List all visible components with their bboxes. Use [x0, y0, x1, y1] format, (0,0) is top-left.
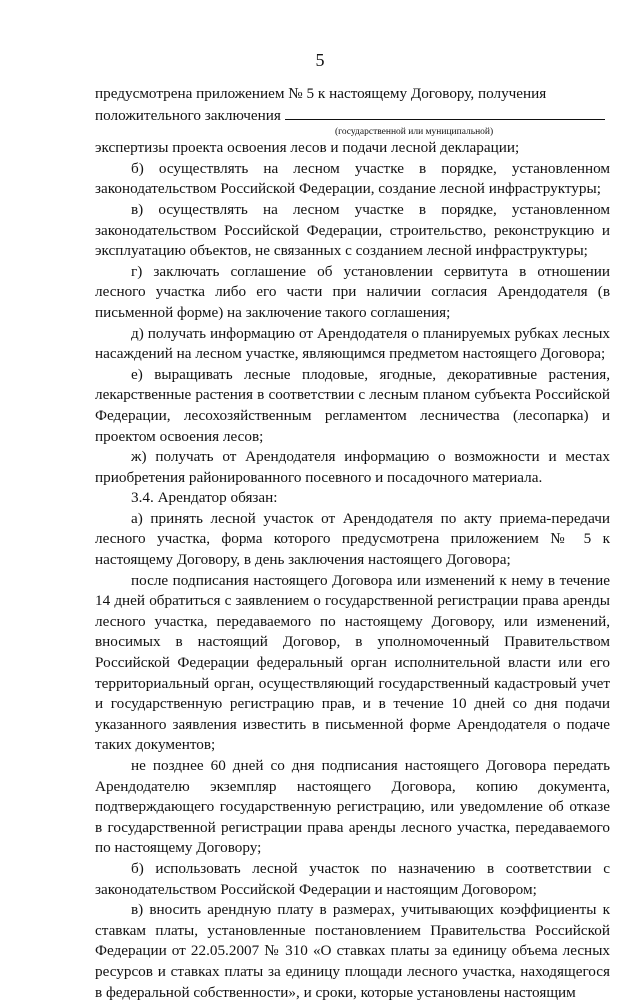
paragraph-continuation: предусмотрена приложением № 5 к настоящему Договору, получения	[95, 85, 547, 102]
paragraph-expertise: экспертизы проекта освоения лесов и подачи лесной декларации;	[95, 139, 520, 157]
paragraph-g: г) заключать соглашение об установлении сервитута в отношении лесного участка либо его части при наличии согласия Арендодателя (в письменной форме) на заключение такого соглашения;	[95, 262, 610, 321]
fill-line-caption: (государственной или муниципальной)	[335, 127, 494, 138]
paragraph-b-use: б) использовать лесной участок по назначению в соответствии с законодательством Российской Федерации и настоящим Договором;	[95, 859, 610, 898]
paragraph-d: д) получать информацию от Арендодателя о планируемых рубках лесных насаждений на лесном участке, являющимся предметом настоящего Договора;	[95, 324, 610, 363]
paragraph-registration: после подписания настоящего Договора или изменений к нему в течение 14 дней обратиться с заявлением о государственной регистрации права аренды лесного участка, передаваемого по настоящему Договору, или изменений, вносимых в настоящий Договор, в уполномоченный Правительством Российской Федерации федеральный орган исполнительной власти или его территориальный орган, осуществляющий государственный кадастровый учет и государственную регистрацию прав, и в течение 10 дней со дня подачи указанного заявления известить в письменной форме Арендодателя о подаче таких документов;	[95, 571, 610, 754]
blank-fill-line	[285, 105, 605, 120]
paragraph-e: е) выращивать лесные плодовые, ягодные, декоративные растения, лекарственные растения в соответствии с лесным планом субъекта Российской Федерации, лесохозяйственным регламентом лесничества (лесопарка) и проектом освоения лесов;	[95, 365, 610, 445]
paragraph-transfer: не позднее 60 дней со дня подписания настоящего Договора передать Арендодателю экземпляр настоящего Договора, копию документа, подтверждающего государственную регистрацию, или уведомление об отказе в государственной регистрации права аренды лесного участка, передаваемого по настоящему Договору;	[95, 757, 610, 857]
paragraph-a: а) принять лесной участок от Арендодателя по акту приема-передачи лесного участка, форма которого предусмотрена приложением № 5 к настоящему Договору, в день заключения настоящего Договора;	[95, 509, 610, 569]
section-heading-3-4: 3.4. Арендатор обязан:	[131, 489, 278, 507]
page-number: 5	[315, 50, 325, 70]
paragraph-b: б) осуществлять на лесном участке в порядке, установленном законодательством Российской Федерации, создание лесной инфраструктуры;	[95, 159, 610, 198]
paragraph-v-rent: в) вносить арендную плату в размерах, учитывающих коэффициенты к ставкам платы, установленные постановлением Правительства Российской Федерации от 22.05.2007 № 310 «О ставках платы за единицу объема лесных ресурсов и ставках платы за единицу площади лесного участка, находящегося в федеральной собственности», и сроки, которые установлены настоящим	[95, 901, 610, 1001]
paragraph-conclusion-line	[95, 105, 610, 127]
conclusion-label: положительного заключения	[95, 106, 281, 124]
paragraph-zh: ж) получать от Арендодателя информацию о возможности и местах приобретения районированного посевного и посадочного материала.	[95, 448, 610, 486]
document-body	[95, 84, 610, 1003]
paragraph-v: в) осуществлять на лесном участке в порядке, установленном законодательством Российской Федерации, строительство, реконструкцию и эксплуатацию объектов, не связанных с созданием лесной инфраструктуры;	[95, 200, 610, 260]
